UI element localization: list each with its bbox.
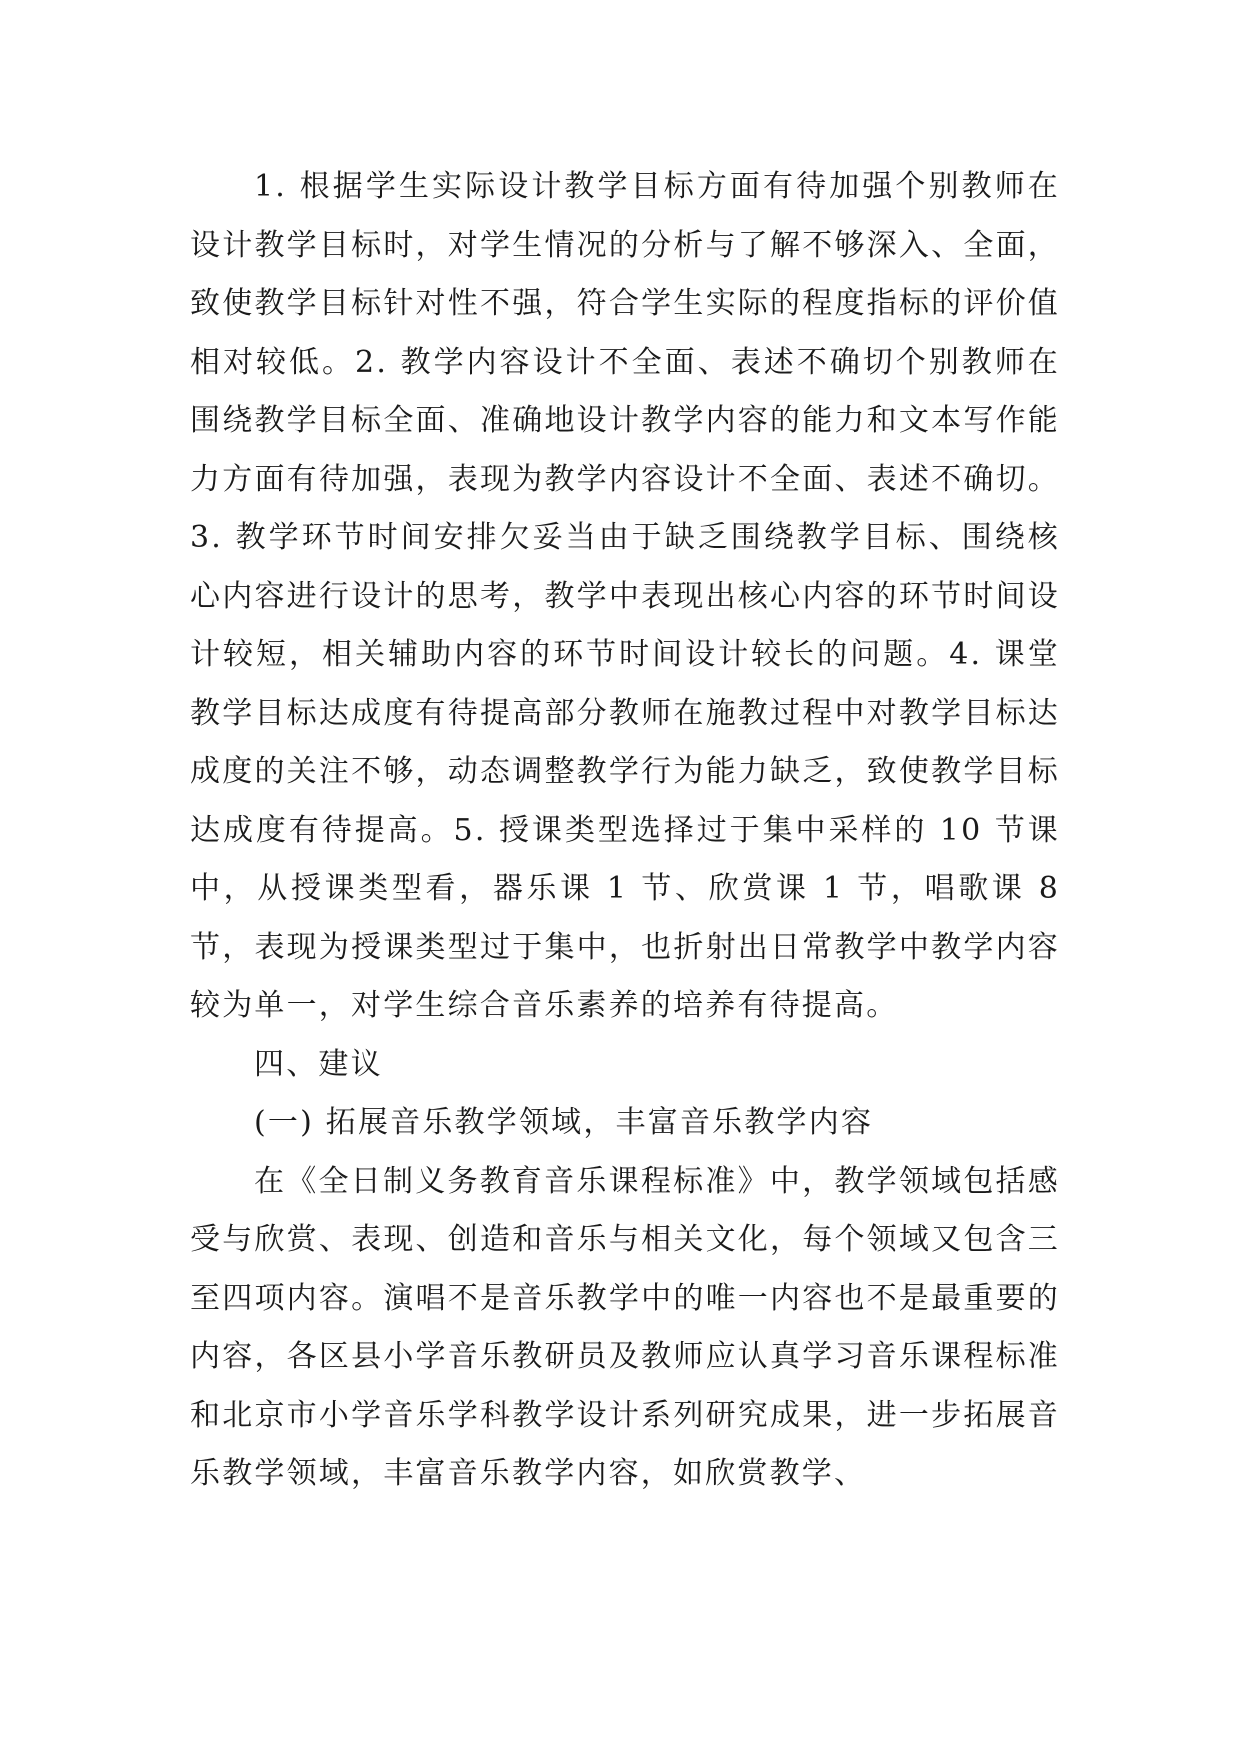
section-heading-suggestions: 四、建议	[254, 1046, 383, 1082]
paragraph-findings: 1. 根据学生实际设计教学目标方面有待加强个别教师在设计教学目标时，对学生情况的分析与了解不够深入、全面，致使教学目标针对性不强，符合学生实际的程度指标的评价值相对较低。2. 教学内容设计不全面、表述不确切个别教师在围绕教学目标全面、准确地设计教学内容的能力和文本写作能力方面有待加强，表现为教学内容设计不全面、表述不确切。3. 教学环节时间安排欠妥当由于缺乏围绕教学目标、围绕核心内容进行设计的思考，教学中表现出核心内容的环节时间设计较短，相关辅助内容的环节时间设计较长的问题。4. 课堂教学目标达成度有待提高部分教师在施教过程中对教学目标达成度的关注不够，动态调整教学行为能力缺乏，致使教学目标达成度有待提高。5. 授课类型选择过于集中采样的 10 节课中，从授课类型看，器乐课 1 节、欣赏课 1 节，唱歌课 8 节，表现为授课类型过于集中，也折射出日常教学中教学内容较为单一，对学生综合音乐素养的培养有待提高。	[190, 169, 1060, 1023]
document-body	[190, 158, 1060, 1504]
paragraph-curriculum-standard: 在《全日制义务教育音乐课程标准》中，教学领域包括感受与欣赏、表现、创造和音乐与相关文化，每个领域又包含三至四项内容。演唱不是音乐教学中的唯一内容也不是最重要的内容，各区县小学音乐教研员及教师应认真学习音乐课程标准和北京市小学音乐学科教学设计系列研究成果，进一步拓展音乐教学领域，丰富音乐教学内容，如欣赏教学、	[190, 1163, 1060, 1491]
subsection-heading-expand-domains: (一) 拓展音乐教学领域，丰富音乐教学内容	[254, 1105, 874, 1140]
